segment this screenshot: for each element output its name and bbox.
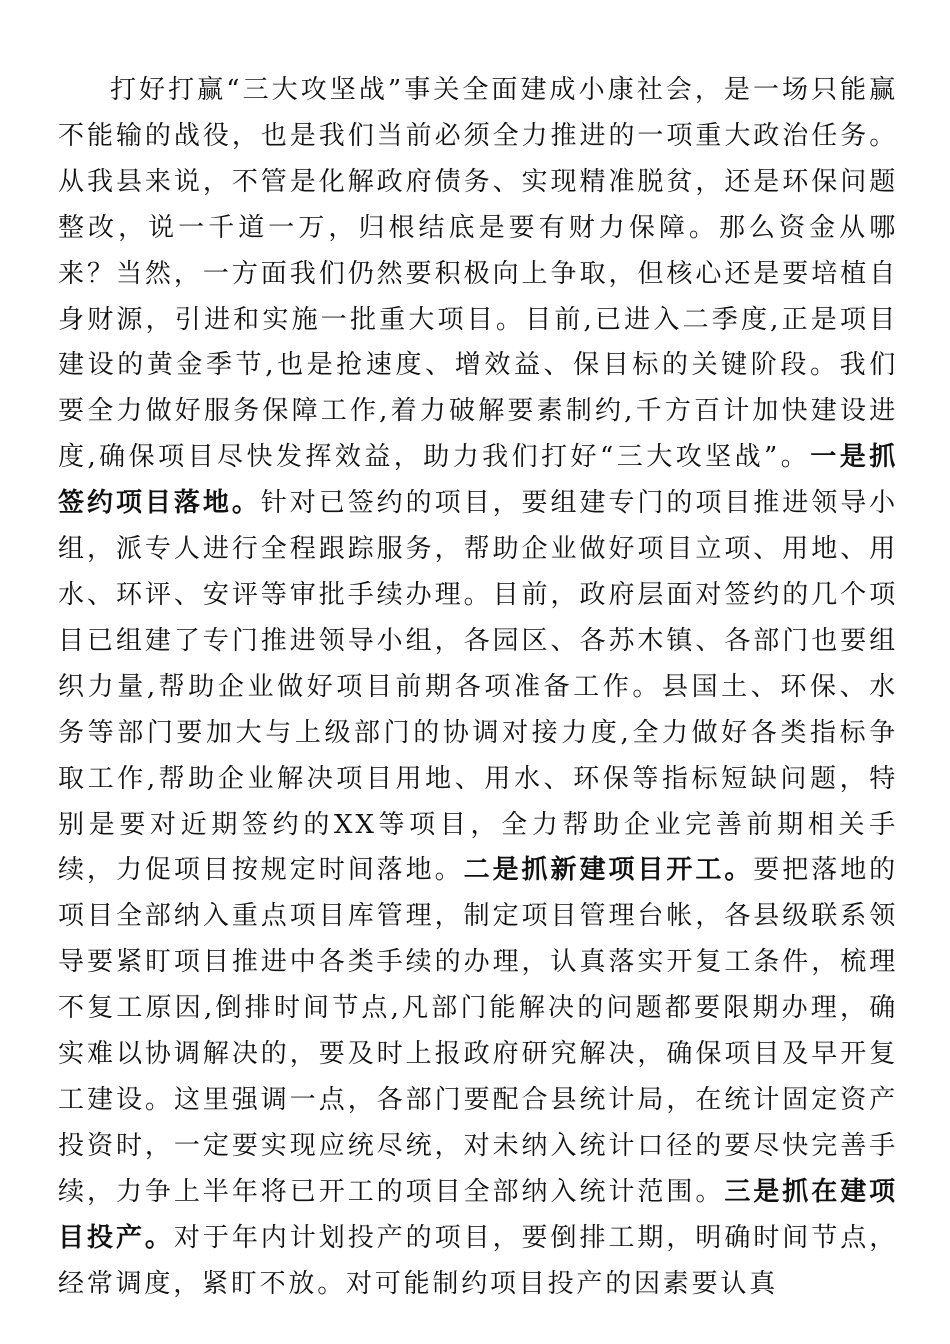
document-page xyxy=(58,68,898,1307)
point-two-text: 要把落地的项目全部纳入重点项目库管理，制定项目管理台帐，各县级联系领导要紧盯项目推进中各类手续的办理，认真落实开复工条件，梳理不复工原因,倒排时间节点,凡部门能解决的问题都要限期办理，确实难以协调解决的，要及时上报政府研究解决，确保项目及早开复工建设。这里强调一点，各部门要配合县统计局，在统计固定资产投资时，一定要实现应统尽统，对未纳入统计口径的要尽快完善手续，力争上半年将已开工的项目全部纳入统计范围。 xyxy=(58,855,898,1207)
point-three-text: 对于年内计划投产的项目，要倒排工期，明确时间节点，经常调度，紧盯不放。对可能制约项目投产的因素要认真 xyxy=(58,1222,898,1299)
point-three-heading: 三是抓在建项目投产。 xyxy=(58,1176,898,1253)
point-one-text: 针对已签约的项目，要组建专门的项目推进领导小组，派专人进行全程跟踪服务，帮助企业做好项目立项、用地、用水、环评、安评等审批手续办理。目前，政府层面对签约的几个项目已组建了专门推进领导小组，各园区、各苏木镇、各部门也要组织力量,帮助企业做好项目前期各项准备工作。县国土、环保、水务等部门要加大与上级部门的协调对接力度,全力做好各类指标争取工作,帮助企业解决项目用地、用水、环保等指标短缺问题，特别是要对近期签约的XX等项目，全力帮助企业完善前期相关手续，力促项目按规定时间落地。 xyxy=(58,488,898,886)
body-paragraph xyxy=(58,68,898,1307)
point-one-heading: 一是抓签约项目落地。 xyxy=(58,442,899,519)
point-two-heading: 二是抓新建项目开工。 xyxy=(463,855,754,886)
paragraph-intro-text: 打好打赢“三大攻坚战”事关全面建成小康社会，是一场只能赢不能输的战役，也是我们当前必须全力推进的一项重大政治任务。从我县来说，不管是化解政府债务、实现精准脱贫，还是环保问题整改，说一千道一万，归根结底是要有财力保障。那么资金从哪来？当然，一方面我们仍然要积极向上争取，但核心还是要培植自身财源，引进和实施一批重大项目。目前,已进入二季度,正是项目建设的黄金季节,也是抢速度、增效益、保目标的关键阶段。我们要全力做好服务保障工作,着力破解要素制约,千方百计加快建设进度,确保项目尽快发挥效益，助力我们打好“三大攻坚战”。 xyxy=(58,75,898,473)
